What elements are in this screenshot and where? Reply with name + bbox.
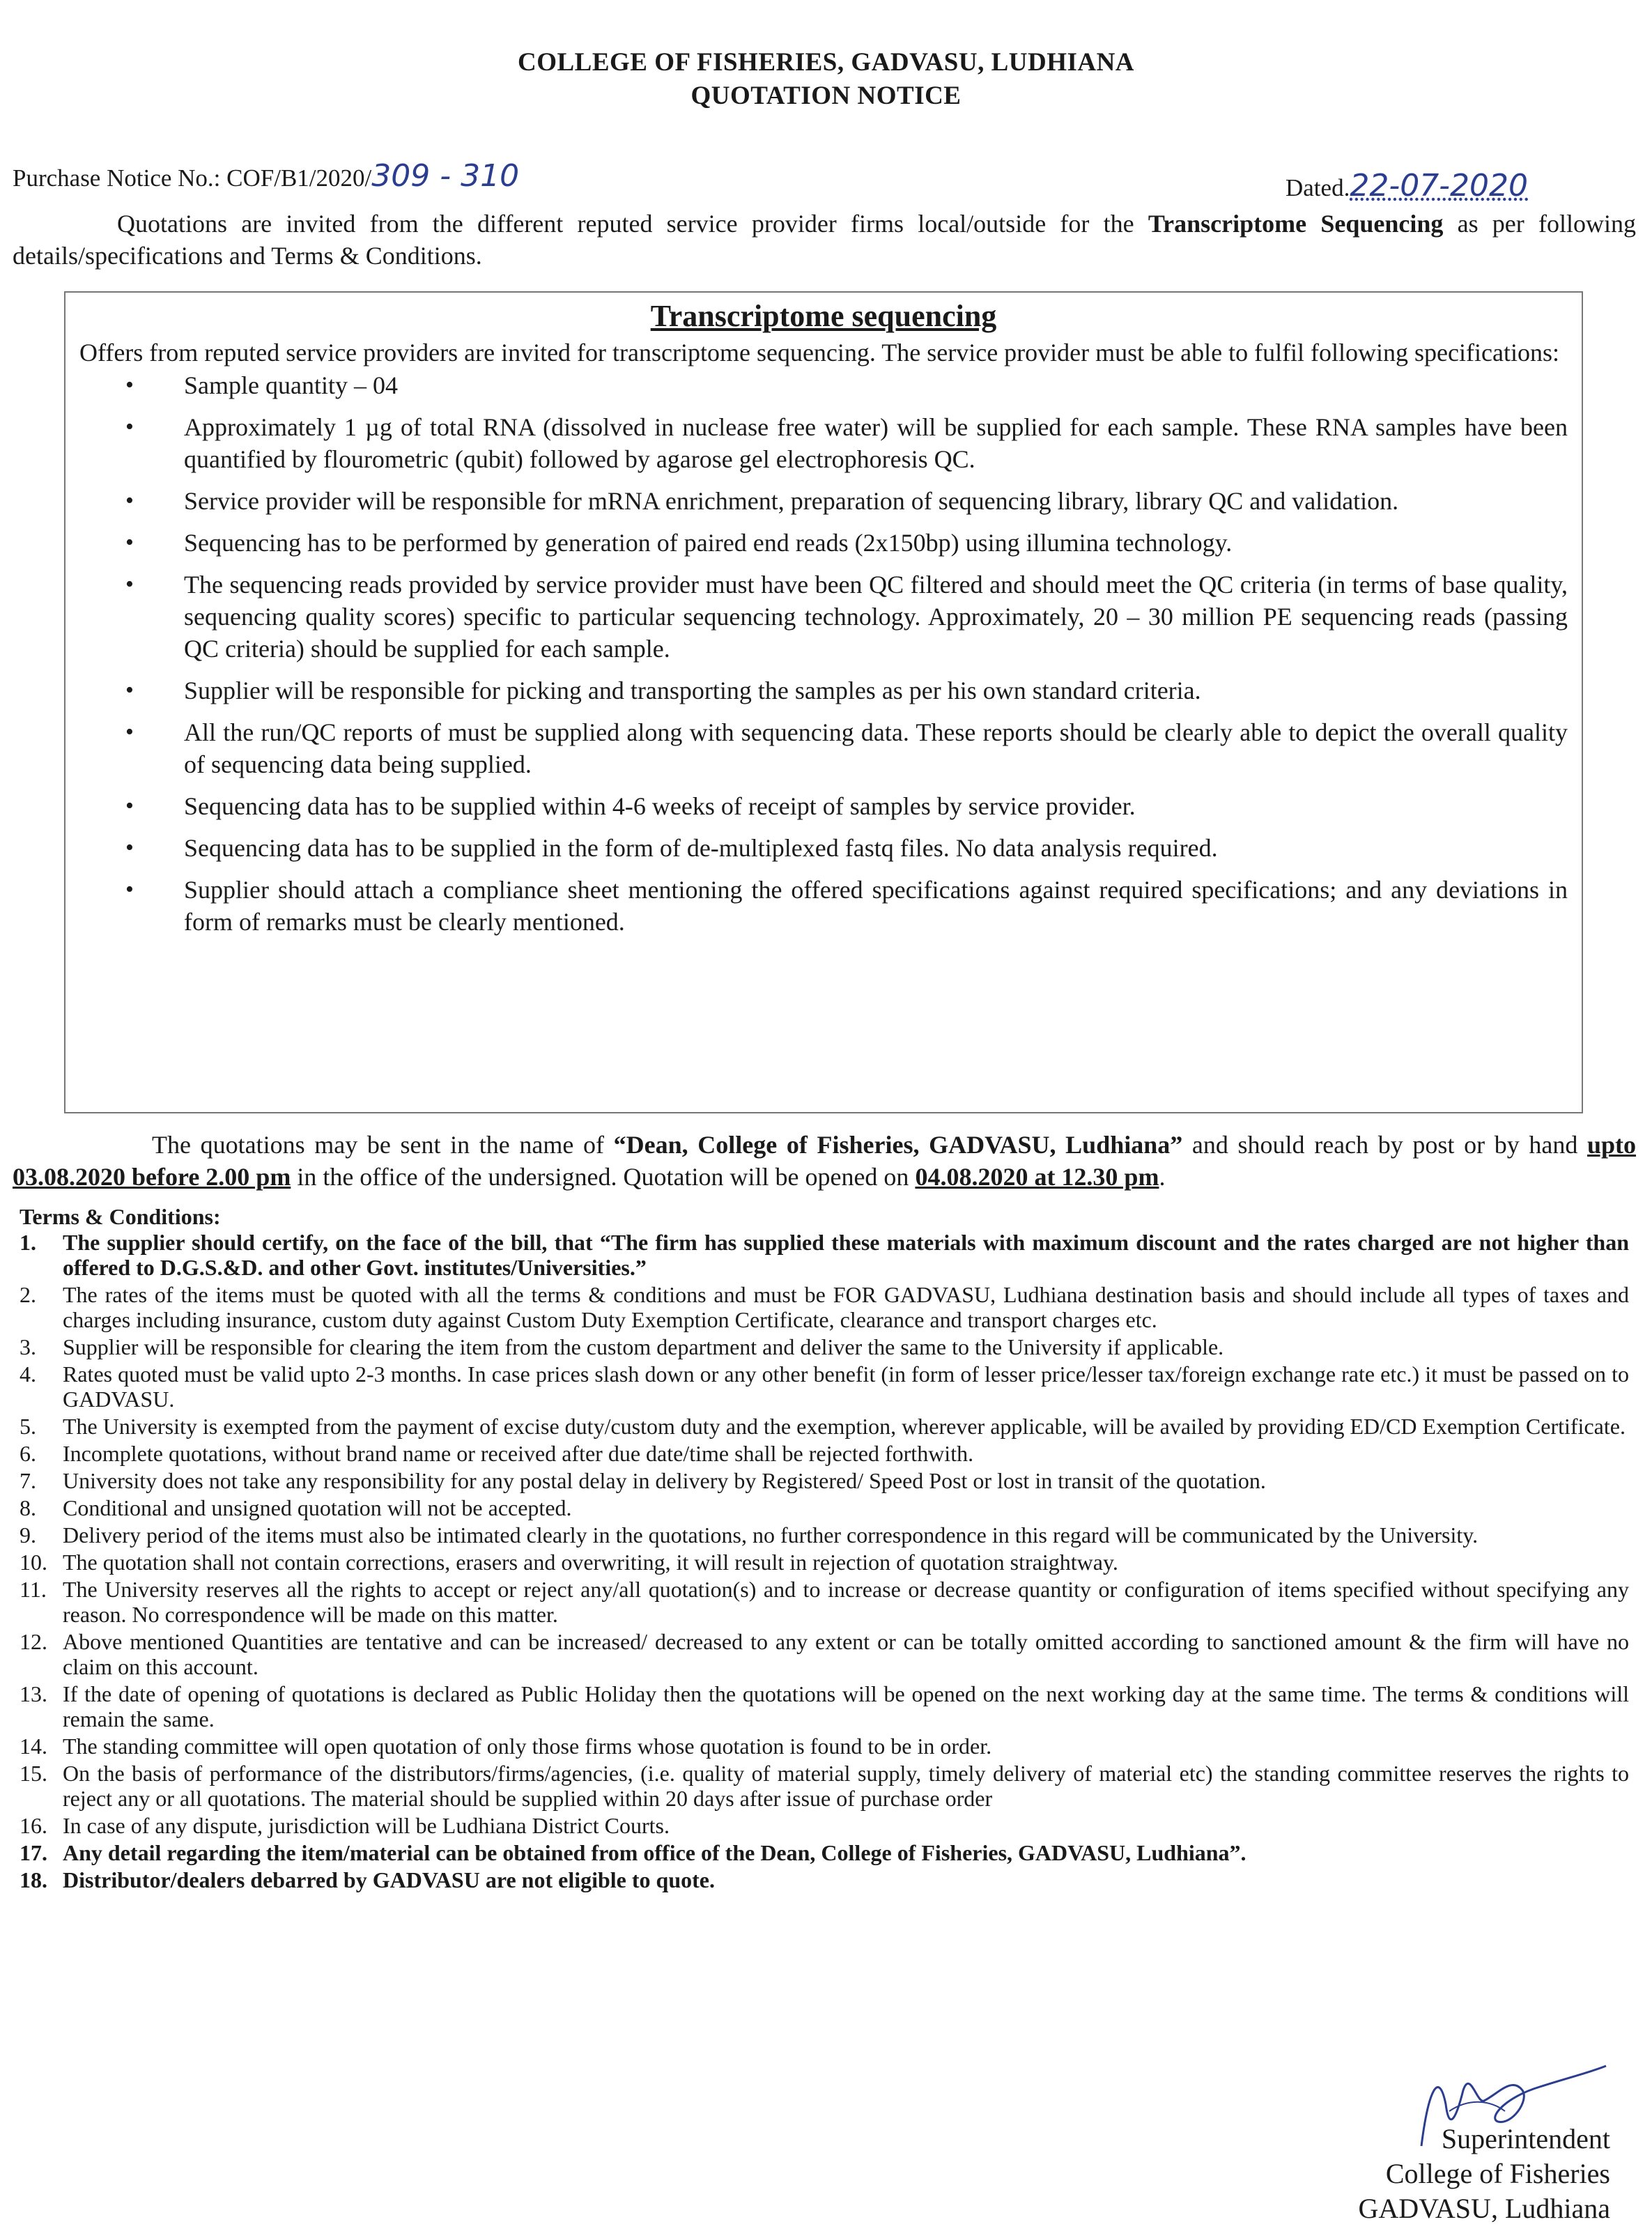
bullet-icon: •	[125, 877, 134, 902]
terms-heading: Terms & Conditions:	[20, 1204, 221, 1229]
term-text: The standing committee will open quotation of only those firms whose quotation is found to be in order.	[63, 1734, 992, 1759]
specification-item	[107, 569, 1568, 665]
term-number: 5.	[20, 1414, 36, 1439]
term-text: The rates of the items must be quoted with all the terms & conditions and must be FOR GADVASU, Ludhiana destination basis and should include all types of taxes and charges including insurance, custom duty against Custom Duty Exemption Certificate, clearance and transport charges etc.	[63, 1282, 1629, 1332]
bullet-icon: •	[125, 677, 134, 703]
bullet-icon: •	[125, 488, 134, 514]
term-item	[20, 1441, 1629, 1466]
submission-text: and should reach by post or by hand	[1182, 1131, 1587, 1159]
specification-text: Supplier will be responsible for picking and transporting the samples as per his own standard criteria.	[184, 677, 1201, 704]
term-number: 13.	[20, 1681, 47, 1706]
term-number: 1.	[20, 1230, 36, 1255]
term-item	[20, 1813, 1629, 1838]
submission-deadline: upto 03.08.2020 before 2.00 pm	[13, 1131, 1637, 1191]
term-text: Distributor/dealers debarred by GADVASU are not eligible to quote.	[63, 1867, 715, 1892]
term-item	[20, 1629, 1629, 1679]
term-item	[20, 1550, 1629, 1575]
bullet-icon: •	[125, 530, 134, 555]
specification-text: Sequencing data has to be supplied in the form of de-multiplexed fastq files. No data analysis required.	[184, 834, 1218, 862]
specification-item	[107, 790, 1568, 822]
bullet-icon: •	[125, 414, 134, 440]
bullet-icon: •	[125, 835, 134, 861]
term-number: 9.	[20, 1522, 36, 1548]
specification-item	[107, 874, 1568, 938]
invitation-paragraph	[13, 208, 1636, 272]
specification-text: Approximately 1 µg of total RNA (dissolved in nuclease free water) will be supplied for each sample. These RNA samples have been quantified by flourometric (qubit) followed by agarose gel electrophoresis QC.	[184, 413, 1568, 473]
terms-section	[20, 1204, 1629, 1894]
term-number: 12.	[20, 1629, 47, 1654]
term-text: On the basis of performance of the distributors/firms/agencies, (i.e. quality of material supply, timely delivery of material etc) the standing committee reserves the rights to reject any or all quotations. The material should be supplied within 20 days after issue of purchase order	[63, 1761, 1629, 1811]
handwritten-notice-number: 309 - 310	[371, 158, 520, 194]
term-number: 18.	[20, 1867, 47, 1892]
handwritten-date: 22-07-2020	[1350, 168, 1529, 203]
term-item	[20, 1522, 1629, 1548]
signatory-office: College of Fisheries	[1385, 2158, 1610, 2189]
bullet-icon: •	[125, 793, 134, 819]
term-number: 14.	[20, 1734, 47, 1759]
term-text: Incomplete quotations, without brand name or received after due date/time shall be rejected forthwith.	[63, 1441, 974, 1466]
specifications-intro: Offers from reputed service providers are invited for transcriptome sequencing. The service provider must be able to fulfil following specifications:	[79, 339, 1559, 366]
term-text: Conditional and unsigned quotation will not be accepted.	[63, 1495, 572, 1520]
addressee-name: “Dean, College of Fisheries, GADVASU, Ludhiana”	[613, 1131, 1183, 1159]
term-text: Rates quoted must be valid upto 2-3 months. In case prices slash down or any other benefit (in form of lesser price/lesser tax/foreign exchange rate etc.) it must be passed on to GADVASU.	[63, 1361, 1629, 1412]
term-item	[20, 1495, 1629, 1520]
term-number: 6.	[20, 1441, 36, 1466]
term-text: Delivery period of the items must also be intimated clearly in the quotations, no further correspondence in this regard will be communicated by the University.	[63, 1522, 1479, 1548]
term-item	[20, 1282, 1629, 1332]
term-item	[20, 1414, 1629, 1439]
specification-item	[107, 832, 1568, 864]
term-item	[20, 1867, 1629, 1892]
specification-text: Sequencing data has to be supplied within 4-6 weeks of receipt of samples by service provider.	[184, 792, 1136, 820]
specification-item	[107, 674, 1568, 707]
term-text: In case of any dispute, jurisdiction will be Ludhiana District Courts.	[63, 1813, 670, 1838]
term-number: 16.	[20, 1813, 47, 1838]
notice-title: QUOTATION NOTICE	[690, 82, 962, 110]
invitation-text: Quotations are invited from the different reputed service provider firms local/outside for the	[117, 210, 1148, 238]
term-item	[20, 1334, 1629, 1359]
term-number: 4.	[20, 1361, 36, 1387]
document-header	[0, 46, 1652, 113]
specifications-list	[65, 369, 1582, 938]
specification-text: Service provider will be responsible for mRNA enrichment, preparation of sequencing library, library QC and validation.	[184, 487, 1399, 515]
bullet-icon: •	[125, 372, 134, 398]
dated-label: Dated.	[1286, 174, 1350, 201]
term-number: 17.	[20, 1840, 47, 1865]
opening-datetime: 04.08.2020 at 12.30 pm	[915, 1163, 1159, 1191]
invitation-text-end: as per following details/specifications and Terms & Conditions.	[13, 210, 1636, 270]
term-item	[20, 1230, 1629, 1280]
submission-paragraph	[13, 1129, 1636, 1193]
term-item	[20, 1840, 1629, 1865]
college-name: COLLEGE OF FISHERIES, GADVASU, LUDHIANA	[517, 48, 1135, 77]
term-number: 11.	[20, 1577, 47, 1602]
term-text: The University reserves all the rights to accept or reject any/all quotation(s) and to increase or decrease quantity or configuration of items specified without specifying any reason. No correspondence will be made on this matter.	[63, 1577, 1629, 1627]
term-number: 3.	[20, 1334, 36, 1359]
term-number: 2.	[20, 1282, 36, 1307]
purchase-notice-label: Purchase Notice No.: COF/B1/2020/	[13, 164, 372, 192]
term-text: The quotation shall not contain corrections, erasers and overwriting, it will result in rejection of quotation straightway.	[63, 1550, 1118, 1575]
signatory-title: Superintendent	[1441, 2123, 1610, 2154]
invitation-subject: Transcriptome Sequencing	[1148, 210, 1444, 238]
term-number: 7.	[20, 1468, 36, 1493]
specification-text: All the run/QC reports of must be supplied along with sequencing data. These reports should be clearly able to depict the overall quality of sequencing data being supplied.	[184, 718, 1568, 778]
term-item	[20, 1468, 1629, 1493]
term-number: 10.	[20, 1550, 47, 1575]
term-item	[20, 1761, 1629, 1811]
terms-list	[20, 1230, 1629, 1892]
bullet-icon: •	[125, 571, 134, 597]
submission-text: in the office of the undersigned. Quotation will be opened on	[291, 1163, 916, 1191]
specification-item	[107, 369, 1568, 401]
specification-text: Sequencing has to be performed by generation of paired end reads (2x150bp) using illumina technology.	[184, 529, 1233, 557]
notice-date	[1286, 168, 1529, 203]
bullet-icon: •	[125, 719, 134, 745]
specification-item	[107, 527, 1568, 559]
specification-item	[107, 411, 1568, 475]
signature-block	[1359, 2122, 1610, 2226]
specifications-box	[64, 291, 1583, 1113]
specification-item	[107, 485, 1568, 517]
term-text: The University is exempted from the payment of excise duty/custom duty and the exemption, wherever applicable, will be availed by providing ED/CD Exemption Certificate.	[63, 1414, 1626, 1439]
term-item	[20, 1734, 1629, 1759]
term-text: Any detail regarding the item/material can be obtained from office of the Dean, College of Fisheries, GADVASU, Ludhiana”.	[63, 1840, 1246, 1865]
submission-text: .	[1159, 1163, 1166, 1191]
specifications-title: Transcriptome sequencing	[650, 299, 997, 333]
submission-text: The quotations may be sent in the name of	[152, 1131, 614, 1159]
term-item	[20, 1577, 1629, 1627]
term-text: University does not take any responsibility for any postal delay in delivery by Registered/ Speed Post or lost in transit of the quotation.	[63, 1468, 1266, 1493]
purchase-notice-number	[13, 158, 520, 194]
signatory-institution: GADVASU, Ludhiana	[1358, 2193, 1610, 2224]
specification-text: The sequencing reads provided by service provider must have been QC filtered and should meet the QC criteria (in terms of base quality, sequencing quality scores) specific to particular sequencing technology. Approximately, 20 – 30 million PE sequencing reads (passing QC criteria) should be supplied for each sample.	[184, 571, 1568, 663]
specification-text: Sample quantity – 04	[184, 371, 398, 399]
term-text: Above mentioned Quantities are tentative and can be increased/ decreased to any extent or can be totally omitted according to sanctioned amount & the firm will have no claim on this account.	[63, 1629, 1629, 1679]
specification-item	[107, 716, 1568, 780]
term-text: The supplier should certify, on the face of the bill, that “The firm has supplied these materials with maximum discount and the rates charged are not higher than offered to D.G.S.&D. and other Govt. institutes/Universities.”	[63, 1230, 1629, 1280]
term-number: 15.	[20, 1761, 47, 1786]
term-item	[20, 1681, 1629, 1731]
term-number: 8.	[20, 1495, 36, 1520]
term-text: Supplier will be responsible for clearing the item from the custom department and deliver the same to the University if applicable.	[63, 1334, 1224, 1359]
term-text: If the date of opening of quotations is declared as Public Holiday then the quotations will be opened on the next working day at the same time. The terms & conditions will remain the same.	[63, 1681, 1629, 1731]
term-item	[20, 1361, 1629, 1412]
specification-text: Supplier should attach a compliance sheet mentioning the offered specifications against required specifications; and any deviations in form of remarks must be clearly mentioned.	[184, 876, 1568, 936]
